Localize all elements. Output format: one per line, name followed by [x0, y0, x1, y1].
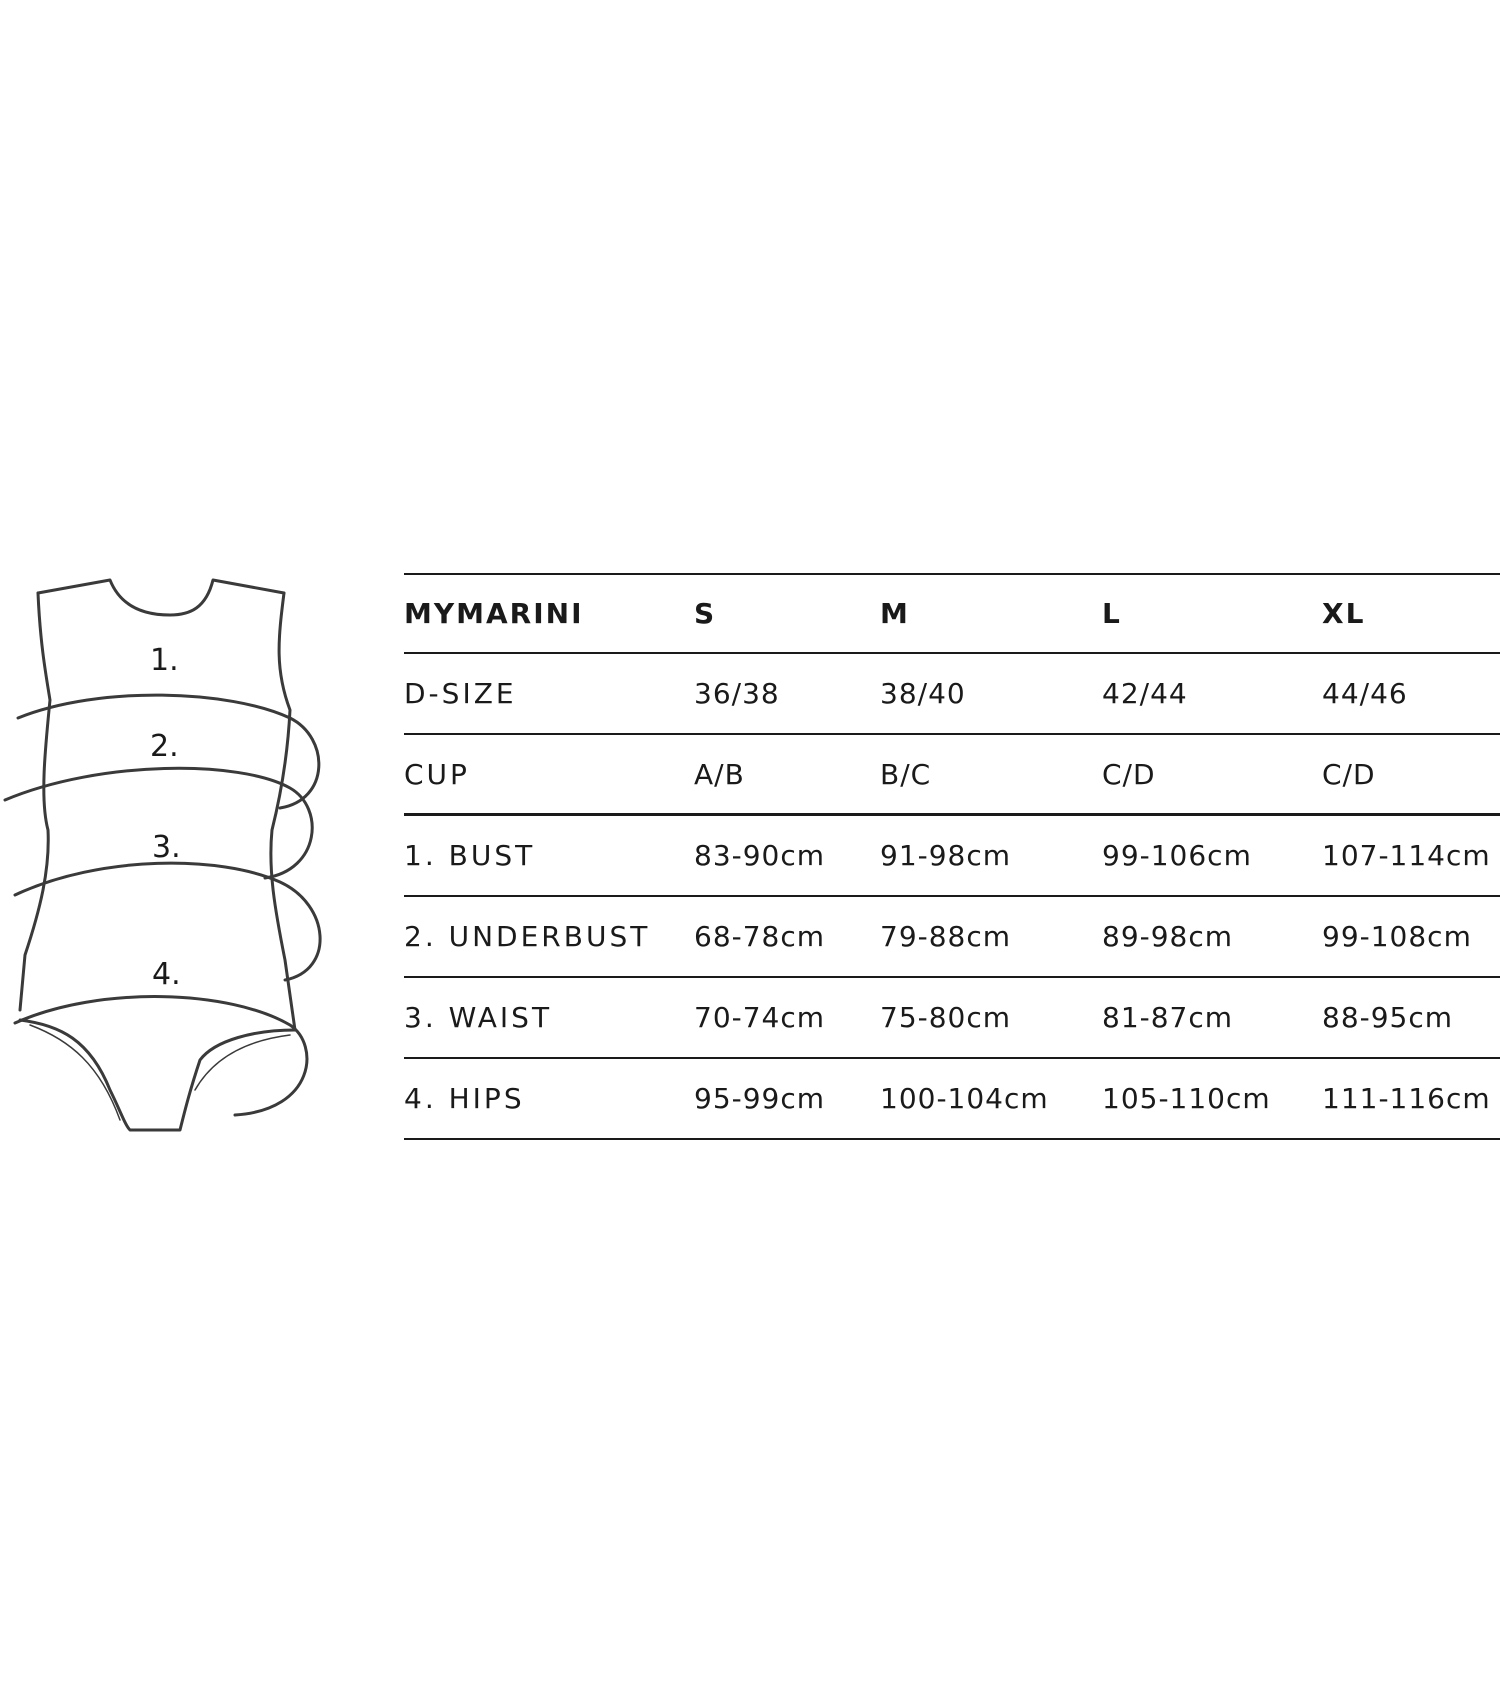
header-size-s: S: [694, 597, 717, 630]
cell-value: A/B: [694, 757, 745, 791]
header-size-xl: XL: [1322, 597, 1366, 630]
cell-value: 81-87cm: [1102, 1001, 1234, 1034]
row-label: 4. HIPS: [404, 1082, 525, 1115]
cell-value: B/C: [880, 757, 932, 791]
cell-value: 70-74cm: [694, 1001, 826, 1034]
size-chart-table: [404, 573, 1500, 1140]
cell-value: 95-99cm: [694, 1082, 826, 1115]
header-brand: MYMARINI: [404, 597, 584, 630]
cell-value: 79-88cm: [880, 920, 1012, 953]
table-row: [404, 654, 1500, 735]
swimsuit-sketch-icon: [0, 570, 340, 1140]
header-size-l: L: [1102, 597, 1122, 630]
figure-label-3: 3.: [152, 830, 181, 865]
swimsuit-outline-right: [271, 593, 295, 1030]
cell-value: C/D: [1102, 757, 1156, 791]
table-row: [404, 735, 1500, 816]
cell-value: C/D: [1322, 757, 1376, 791]
body-measurement-figure: [0, 570, 340, 1140]
cell-value: 83-90cm: [694, 839, 826, 872]
table-row: [404, 978, 1500, 1059]
header-size-m: M: [880, 597, 910, 630]
swimsuit-outline-left: [20, 593, 50, 1010]
cell-value: 75-80cm: [880, 1001, 1012, 1034]
cell-value: 36/38: [694, 677, 780, 710]
cell-value: 88-95cm: [1322, 1001, 1454, 1034]
row-label: D-SIZE: [404, 677, 517, 710]
table-row: [404, 1059, 1500, 1140]
swimsuit-outline-top: [38, 580, 284, 615]
cell-value: 99-108cm: [1322, 920, 1472, 953]
cell-value: 105-110cm: [1102, 1082, 1271, 1115]
cell-value: 38/40: [880, 677, 966, 710]
row-label: CUP: [404, 757, 470, 791]
table-row: [404, 816, 1500, 897]
figure-label-4: 4.: [152, 957, 181, 992]
cell-value: 89-98cm: [1102, 920, 1234, 953]
table-row: [404, 897, 1500, 978]
cell-value: 42/44: [1102, 677, 1188, 710]
cell-value: 91-98cm: [880, 839, 1012, 872]
figure-label-2: 2.: [150, 729, 179, 764]
row-label: 2. UNDERBUST: [404, 920, 651, 953]
cell-value: 111-116cm: [1322, 1082, 1491, 1115]
cell-value: 68-78cm: [694, 920, 826, 953]
table-header-row: [404, 573, 1500, 654]
cell-value: 44/46: [1322, 677, 1408, 710]
cell-value: 99-106cm: [1102, 839, 1252, 872]
cell-value: 107-114cm: [1322, 839, 1491, 872]
row-label: 1. BUST: [404, 839, 536, 872]
hips-line: [15, 997, 307, 1115]
row-label: 3. WAIST: [404, 1001, 553, 1034]
figure-label-1: 1.: [150, 643, 179, 678]
cell-value: 100-104cm: [880, 1082, 1049, 1115]
